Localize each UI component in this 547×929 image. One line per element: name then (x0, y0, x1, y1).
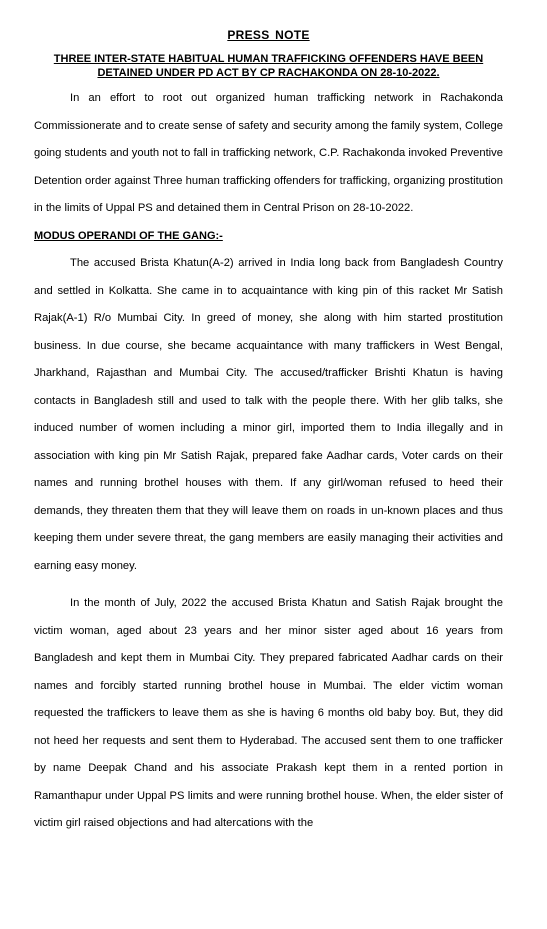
modus-paragraph-1: The accused Brista Khatun(A-2) arrived in India long back from Bangladesh Country and settled in Kolkatta. She came in to acquaintance with king pin of this racket Mr Satish Rajak(A-1) R/o Mumbai City. In greed of money, she along with him started prostitution business. In due course, she became acquaintance with many traffickers in West Bengal, Jharkhand, Rajasthan and Mumbai City. The accused/trafficker Brishti Khatun is having contacts in Bangladesh still and used to talk with the people there. With her glib talks, she induced number of women including a minor girl, imported them to India illegally and in association with king pin Mr Satish Rajak, prepared fake Aadhar cards, Voter cards on their names and running brothel houses with them. If any girl/woman refused to heed their demands, they threaten them that they will leave them on roads in un-known places and thus keeping them under severe threat, the gang members are easily managing their activities and earning easy money. (34, 257, 503, 572)
press-note-title: PRESS NOTE (227, 28, 310, 42)
press-note-headline: THREE INTER-STATE HABITUAL HUMAN TRAFFICKING OFFENDERS HAVE BEEN DETAINED UNDER PD ACT BY CP RACHAKONDA ON 28-10-2022. (53, 53, 484, 79)
modus-paragraph-2: In the month of July, 2022 the accused Brista Khatun and Satish Rajak brought the victim woman, aged about 23 years and her minor sister aged about 16 years from Bangladesh and kept them in Mumbai City. They prepared fabricated Aadhar cards on their names and forcibly started running brothel house in Mumbai. The elder victim woman requested the traffickers to leave them as she is having 6 months old baby boy. But, they did not heed her requests and sent them to Hyderabad. The accused sent them to one trafficker by name Deepak Chand and his associate Prakash kept them in a rented portion in Ramanthapur under Uppal PS limits and were running brothel house. When, the elder sister of victim girl raised objections and had altercations with the (34, 597, 503, 829)
press-note-page (34, 28, 503, 838)
intro-paragraph: In an effort to root out organized human trafficking network in Rachakonda Commissionerate and to create sense of safety and security among the family system, College going students and youth not to fall in trafficking network, C.P. Rachakonda invoked Preventive Detention order against Three human trafficking offenders for trafficking, organizing prostitution in the limits of Uppal PS and detained them in Central Prison on 28-10-2022. (34, 92, 503, 214)
modus-operandi-heading: MODUS OPERANDI OF THE GANG:- (34, 229, 223, 242)
paragraph-gap (34, 580, 503, 590)
